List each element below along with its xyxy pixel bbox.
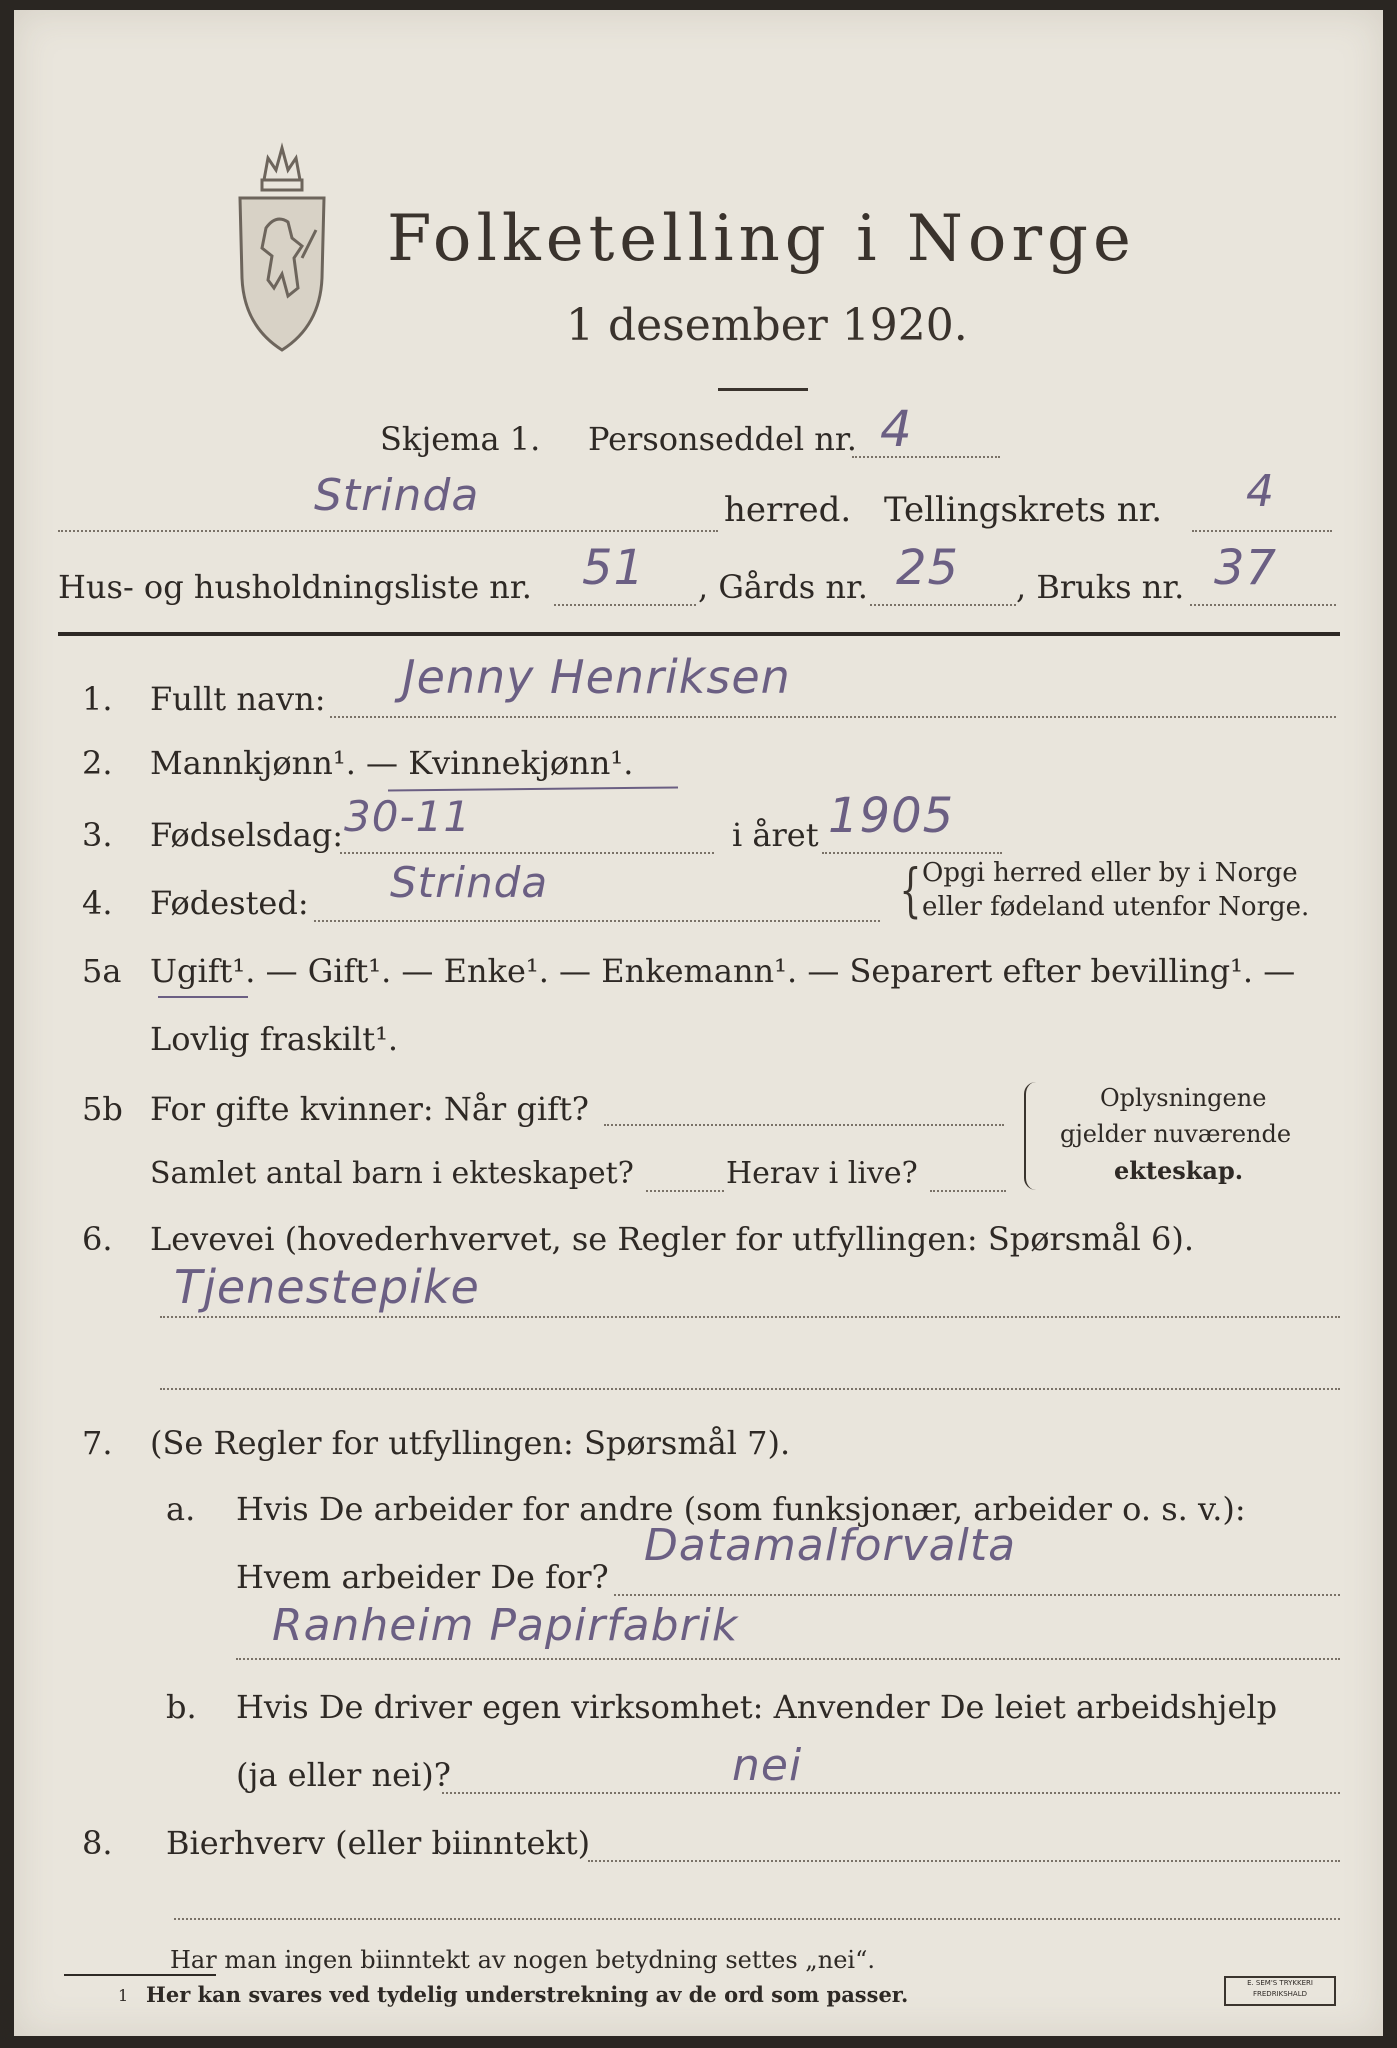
personseddel-line bbox=[852, 456, 1000, 458]
q7a-line2-field bbox=[614, 1594, 1340, 1596]
q8-number: 8. bbox=[82, 1824, 113, 1862]
q3-year-label: i året bbox=[732, 816, 819, 854]
hus-line bbox=[554, 604, 696, 606]
gards-label: , Gårds nr. bbox=[698, 568, 868, 606]
title-divider bbox=[718, 388, 808, 391]
q4-line bbox=[314, 920, 880, 922]
q6-line1 bbox=[160, 1316, 1340, 1318]
herred-line bbox=[58, 530, 718, 532]
printer-mark bbox=[1224, 1976, 1336, 2006]
q5b-note-bracket bbox=[1024, 1082, 1038, 1190]
q1-value: Jenny Henriksen bbox=[402, 650, 791, 704]
gards-value: 25 bbox=[896, 540, 960, 596]
printer-line1: E. SEM'S TRYKKERI bbox=[1247, 1979, 1313, 1987]
q5b-line2b: Herav i live? bbox=[726, 1156, 918, 1191]
q7a-line1: Hvis De arbeider for andre (som funksjonær, arbeider o. s. v.): bbox=[236, 1490, 1246, 1528]
q7b-value: nei bbox=[732, 1740, 803, 1791]
bruks-label: , Bruks nr. bbox=[1016, 568, 1185, 606]
q5a-number: 5a bbox=[82, 952, 122, 990]
tellingskrets-value: 4 bbox=[1246, 466, 1275, 517]
census-form-page bbox=[14, 10, 1383, 2036]
personseddel-label: Personseddel nr. bbox=[588, 420, 857, 458]
q7b-line2: (ja eller nei)? bbox=[236, 1756, 451, 1794]
q6-number: 6. bbox=[82, 1220, 113, 1258]
hus-value: 51 bbox=[582, 540, 646, 596]
q5b-note-line1: Oplysningene bbox=[1100, 1084, 1267, 1112]
herred-value: Strinda bbox=[314, 470, 480, 521]
bruks-value: 37 bbox=[1214, 540, 1278, 596]
q7b-field bbox=[442, 1792, 1340, 1794]
footnote-text: Her kan svares ved tydelig understrekning av de ord som passer. bbox=[146, 1982, 909, 2007]
personseddel-value: 4 bbox=[880, 400, 913, 458]
q3-day-line bbox=[340, 852, 714, 854]
hus-label: Hus- og husholdningsliste nr. bbox=[58, 568, 532, 606]
q8-line2 bbox=[174, 1918, 1340, 1920]
skjema-label: Skjema 1. bbox=[380, 420, 541, 458]
tellingskrets-label: Tellingskrets nr. bbox=[884, 490, 1163, 530]
footnote-rule bbox=[64, 1974, 216, 1976]
herred-label: herred. bbox=[724, 490, 852, 530]
q3-number: 3. bbox=[82, 816, 113, 854]
q3-day-value: 30-11 bbox=[344, 792, 472, 841]
q4-label: Fødested: bbox=[150, 884, 309, 922]
q5a-line2: Lovlig fraskilt¹. bbox=[150, 1020, 399, 1058]
q7a-line2: Hvem arbeider De for? bbox=[236, 1558, 609, 1596]
q7a-value1: Datamalforvalta bbox=[644, 1520, 1017, 1571]
q5a-underline-ugift bbox=[158, 996, 248, 998]
form-title: Folketelling i Norge bbox=[387, 202, 1136, 276]
q4-note-line1: Opgi herred eller by i Norge bbox=[922, 858, 1298, 888]
q4-value: Strinda bbox=[390, 858, 549, 907]
q5b-number: 5b bbox=[82, 1090, 123, 1128]
q7-number: 7. bbox=[82, 1424, 113, 1462]
q5b-live-line bbox=[930, 1190, 1006, 1192]
q5a-line1: Ugift¹. — Gift¹. — Enke¹. — Enkemann¹. — Separert efter bevilling¹. — bbox=[150, 952, 1296, 990]
q5b-note-line3: ekteskap. bbox=[1114, 1156, 1244, 1185]
q6-label: Levevei (hovederhvervet, se Regler for utfyllingen: Spørsmål 6). bbox=[150, 1220, 1195, 1258]
q5b-barn-line bbox=[646, 1190, 724, 1192]
footnote-mark: 1 bbox=[118, 1986, 129, 2005]
q3-year-line bbox=[822, 852, 1002, 854]
q4-number: 4. bbox=[82, 884, 113, 922]
header-separator bbox=[58, 632, 1340, 636]
q1-line bbox=[330, 716, 1336, 718]
q7a-value2: Ranheim Papirfabrik bbox=[272, 1600, 739, 1651]
q6-value: Tjenestepike bbox=[174, 1260, 480, 1314]
q3-year-value: 1905 bbox=[828, 788, 955, 844]
q5b-nar-gift-line bbox=[604, 1124, 1004, 1126]
coat-of-arms-icon bbox=[232, 138, 332, 358]
q2-underline-kvinnekjonn bbox=[388, 786, 678, 791]
q8-line1 bbox=[588, 1860, 1340, 1862]
bruks-line bbox=[1190, 604, 1336, 606]
footer-note: Har man ingen biinntekt av nogen betydning settes „nei“. bbox=[170, 1946, 875, 1974]
q1-number: 1. bbox=[82, 680, 113, 718]
q7b-line1: Hvis De driver egen virksomhet: Anvender De leiet arbeidshjelp bbox=[236, 1688, 1278, 1726]
q5b-note-line2: gjelder nuværende bbox=[1060, 1120, 1292, 1148]
q4-note-line2: eller fødeland utenfor Norge. bbox=[922, 892, 1310, 922]
form-date: 1 desember 1920. bbox=[566, 300, 968, 351]
q7-label: (Se Regler for utfyllingen: Spørsmål 7). bbox=[150, 1424, 791, 1462]
q7a-line3-field bbox=[236, 1658, 1340, 1660]
q7a-letter: a. bbox=[166, 1490, 196, 1528]
printer-line2: FREDRIKSHALD bbox=[1252, 1990, 1307, 1998]
q7b-letter: b. bbox=[166, 1688, 197, 1726]
q2-number: 2. bbox=[82, 744, 113, 782]
tellingskrets-line bbox=[1192, 530, 1332, 532]
q6-line2 bbox=[160, 1388, 1340, 1390]
q3-label: Fødselsdag: bbox=[150, 816, 344, 854]
q5b-line1: For gifte kvinner: Når gift? bbox=[150, 1090, 589, 1128]
q2-text: Mannkjønn¹. — Kvinnekjønn¹. bbox=[150, 744, 634, 782]
gards-line bbox=[870, 604, 1016, 606]
q4-note-brace: { bbox=[899, 856, 922, 924]
q5b-line2a: Samlet antal barn i ekteskapet? bbox=[150, 1156, 634, 1191]
q8-label: Bierhverv (eller biinntekt) bbox=[166, 1824, 591, 1862]
q1-label: Fullt navn: bbox=[150, 680, 326, 718]
